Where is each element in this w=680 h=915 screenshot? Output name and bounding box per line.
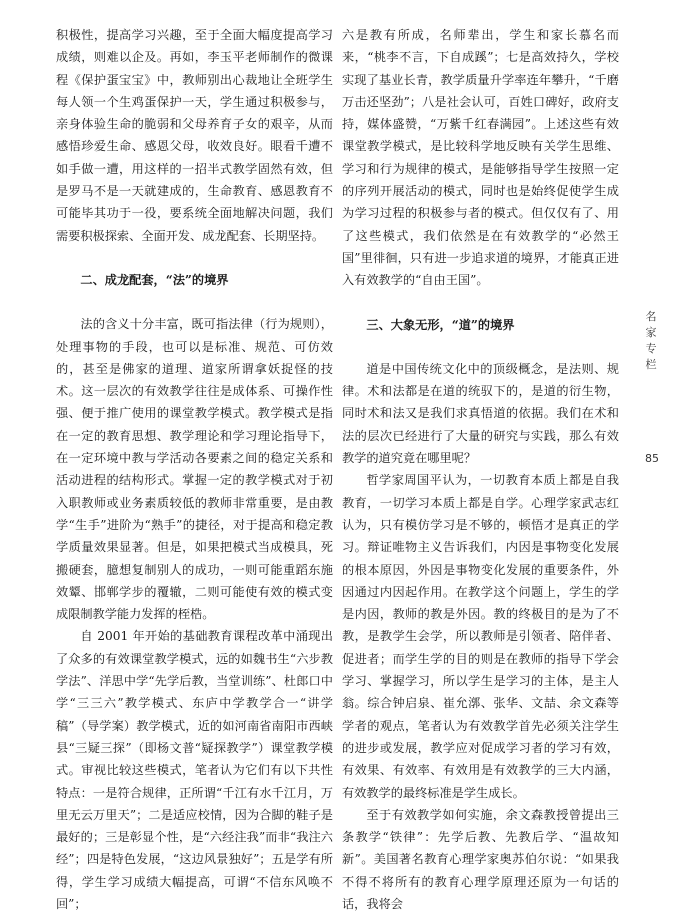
column-label xyxy=(641,309,661,373)
section-heading: 二、成龙配套，“法”的境界 xyxy=(80,272,229,287)
paragraph: 法的含义十分丰富，既可指法律（行为规则），处理事物的手段，也可以是标准、规范、可仿效的，甚至是佛家的道理、道家所谓拿妖捉怪的技术。这一层次的有效教学往往是成体系、可操作性强、便于推广使用的课堂教学模式。教学模式是指在一定的教育思想、教学理论和学习理论指导下，在一定环境中教与学活动各要素之间的稳定关系和活动进程的结构形式。掌握一定的教学模式对于初入职教师或业务素质较低的教师非常重要，是由教学“生手”进阶为“熟手”的捷径，对于提高和稳定教学质量效果显著。但是，如果把模式当成模具，死搬硬套，臆想复制别人的成功，一则可能重蹈东施效颦、邯郸学步的覆辙，二则可能使有效的模式变成限制教学能力发挥的桎梏。 xyxy=(56,317,333,622)
paragraph: 积极性，提高学习兴趣，至于全面大幅度提高学习成绩，则难以企及。再如，李玉平老师制作的微课程《保护蛋宝宝》中，教师别出心裁地让全班学生每人领一个生鸡蛋保护一天，学生通过积极参与，亲身体验生命的脆弱和父母养育子女的艰辛，从而感悟珍爱生命、感恩父母，收效良好。眼看千遭不如手做一遭，用这样的一招半式教学固然有效，但是罗马不是一天就建成的，生命教育、感恩教育不可能毕其功于一役，要系统全面地解决问题，我们需要积极探索、全面开发、成龙配套、长期坚持。 xyxy=(56,28,333,243)
page-number: 85 xyxy=(645,452,659,465)
paragraph: 至于有效教学如何实施，余文森教授曾提出三条教学“铁律”：先学后教、先教后学、“温故知新”。美国著名教育心理学家奥苏伯尔说：“如果我不得不将所有的教育心理学原理还原为一句话的话，我将会 xyxy=(342,807,619,911)
column-label-char: 家 xyxy=(645,326,657,339)
left-column xyxy=(56,24,333,915)
right-column xyxy=(342,24,619,915)
paragraph: 道是中国传统文化中的顶级概念，是法则、规律。术和法都是在道的统驭下的，是道的衍生物，同时术和法又是我们求真悟道的依据。我们在术和法的层次已经进行了大量的研究与实践，那么有效教学的道究竟在哪里呢？ xyxy=(342,361,619,466)
paragraph: 自 2001 年开始的基础教育课程改革中涌现出了众多的有效课堂教学模式，远的如魏书生“六步教学法”、洋思中学“先学后教，当堂训练”、杜郎口中学“三三六”教学模式、东庐中学教学合一“讲学稿”（导学案）教学模式，近的如河南省南阳市西峡县“三疑三探”（即杨文普“疑探教学”）课堂教学模式。审视比较这些模式，笔者认为它们有以下共性特点：一是符合规律，正所谓“千江有水千江月，万里无云万里天”；二是适应校情，因为合脚的鞋子是最好的；三是彰显个性，是“六经注我”而非“我注六经”；四是特色发展，“这边风景独好”；五是学有所得，学生学习成绩大幅提高，可谓“不信东风唤不回”； xyxy=(56,629,333,911)
column-label-char: 名 xyxy=(645,310,657,323)
paragraph: 哲学家周国平认为，一切教育本质上都是自我教育，一切学习本质上都是自学。心理学家武志红认为，只有模仿学习是不够的，顿悟才是真正的学习。辩证唯物主义告诉我们，内因是事物变化发展的根本原因，外因是事物变化发展的重要条件，外因通过内因起作用。在教学这个问题上，学生的学是内因，教师的教是外因。教的终极目的是为了不教，是教学生会学，所以教师是引领者、陪伴者、促进者；而学生学的目的则是在教师的指导下学会学习、掌握学习，所以学生是学习的主体，是主人翁。综合钟启泉、崔允漷、张华、文喆、余文森等学者的观点，笔者认为有效教学首先必须关注学生的进步或发展，教学应对促成学习者的学习有效，有效果、有效率、有效用是有效教学的三大内涵，有效教学的最终标准是学生成长。 xyxy=(342,473,619,800)
column-label-char: 专 xyxy=(645,342,657,355)
section-heading: 三、大象无形，“道”的境界 xyxy=(366,317,515,332)
paragraph: 六是教有所成，名师辈出，学生和家长慕名而来，“桃李不言，下自成蹊”；七是高效持久，学校实现了基业长青，教学质量升学率连年攀升，“千磨万击还坚劲”；八是社会认可，百姓口碑好，政府支持，媒体盛赞，“万紫千红春满园”。上述这些有效课堂教学模式，是比较科学地反映有关学生思维、学习和行为规律的模式，是能够指导学生按照一定的序列开展活动的模式，同时也是始终促使学生成为学习过程的积极参与者的模式。但仅仅有了、用了这些模式，我们依然是在有效教学的“必然王国”里徘徊，只有进一步追求道的境界，才能真正进入有效教学的“自由王国”。 xyxy=(342,28,619,288)
column-label-char: 栏 xyxy=(645,358,657,371)
